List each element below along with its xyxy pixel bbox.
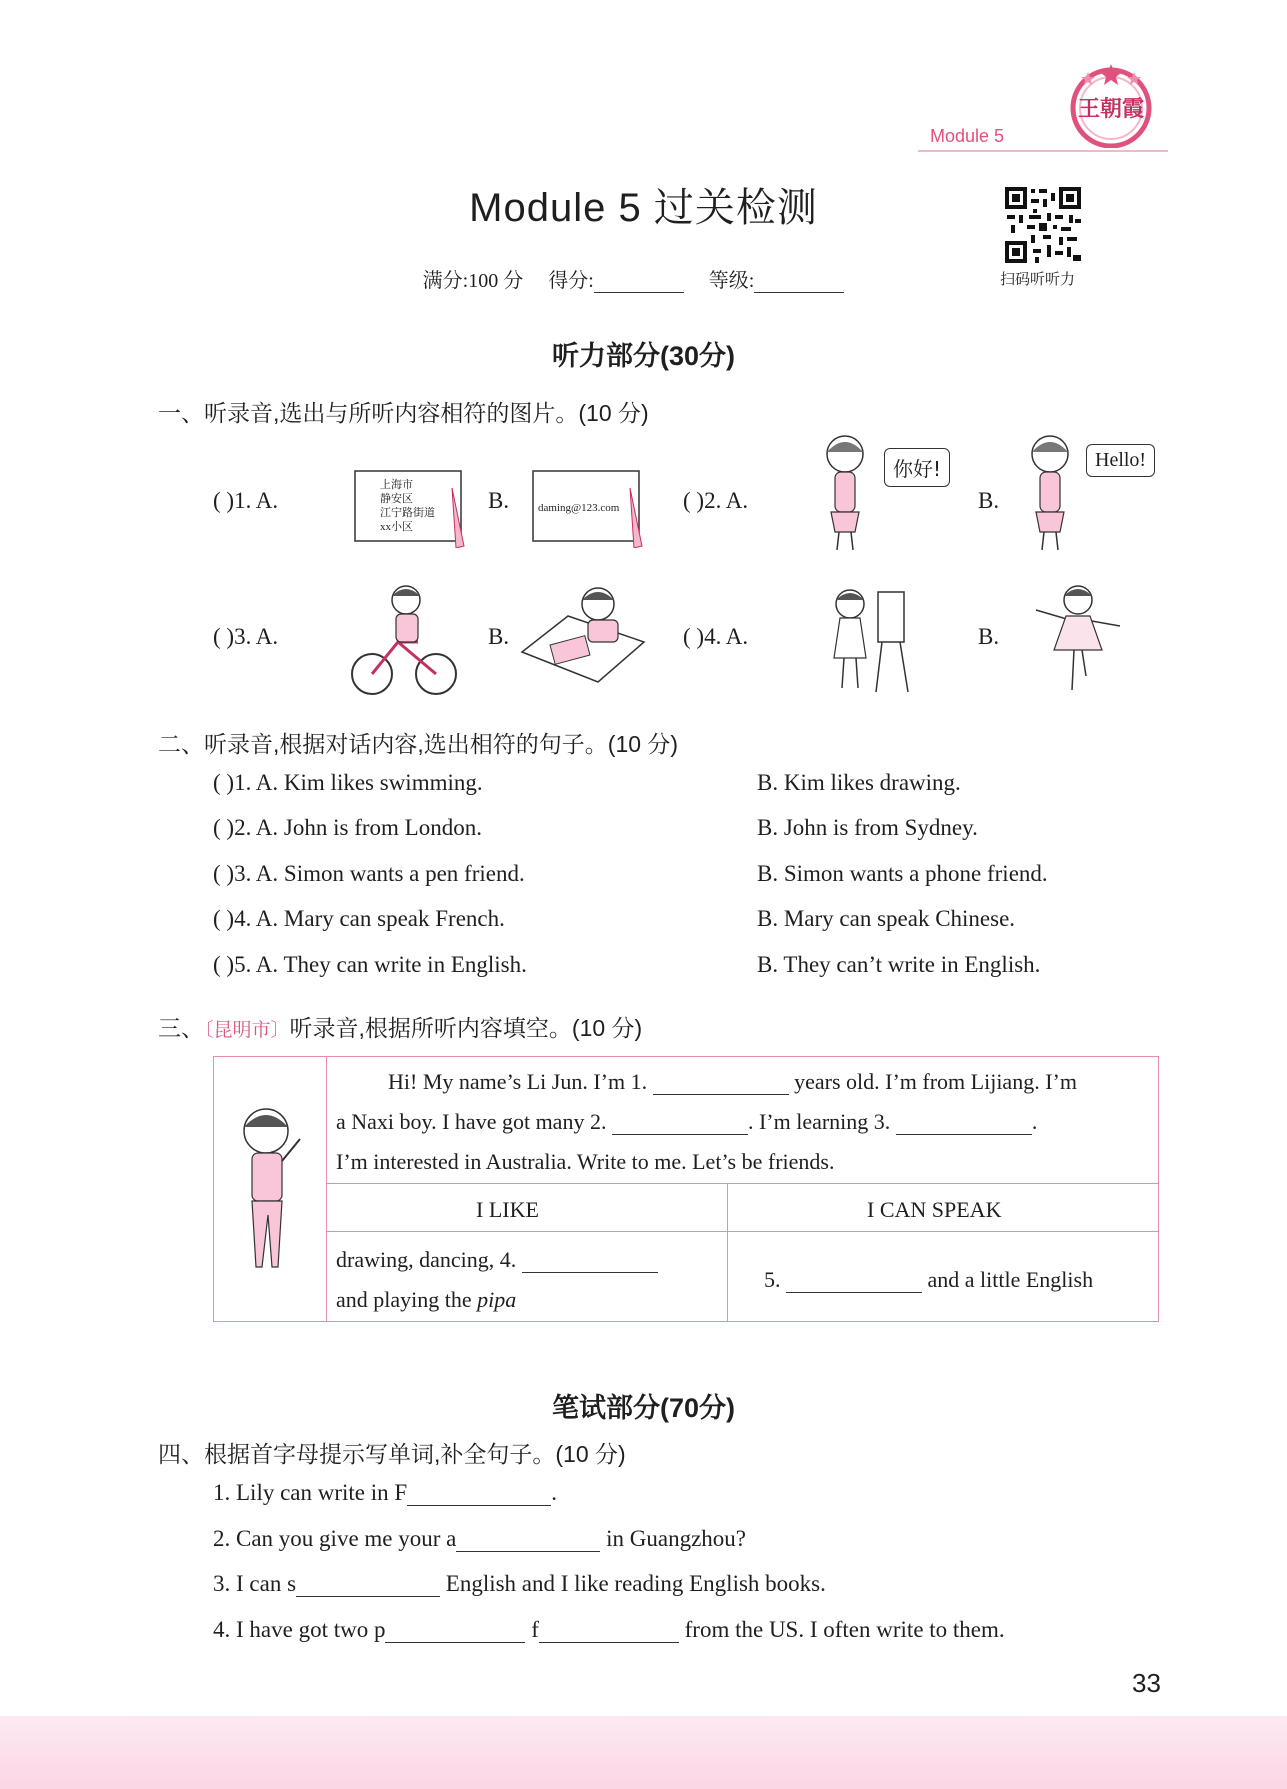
- s4-q2-blank[interactable]: [456, 1551, 600, 1552]
- column-header-like: I LIKE: [476, 1197, 539, 1222]
- boy-waving-image: [234, 1099, 310, 1279]
- s2-q5-option-a: ( )5. A. They can write in English.: [213, 952, 527, 977]
- boy-riding-bike-image: [348, 582, 460, 700]
- page-title: Module 5 过关检测: [469, 186, 818, 230]
- address-card-image: [352, 468, 470, 548]
- like-line-2: and playing the pipa: [336, 1287, 517, 1312]
- section-4-title: 四、根据首字母提示写单词,补全句子。(10 分): [158, 1441, 626, 1467]
- section-3-text: 听录音,根据所听内容填空。(10 分): [289, 1015, 643, 1041]
- section-3-prefix: 三、: [158, 1015, 204, 1041]
- s2-q1-option-a: ( )1. A. Kim likes swimming.: [213, 770, 483, 795]
- blank-4[interactable]: [522, 1272, 658, 1273]
- column-header-speak: I CAN SPEAK: [867, 1197, 1002, 1222]
- address-line: 江宁路街道: [380, 507, 435, 519]
- region-tag: 〔昆明市〕: [204, 1020, 290, 1041]
- score-line: [0, 264, 1287, 293]
- q4-option-b: B.: [978, 624, 1000, 649]
- section-2-title: 二、听录音,根据对话内容,选出相符的句子。(10 分): [158, 731, 679, 757]
- speech-bubble-nihao: 你好!: [884, 448, 950, 487]
- footer-band: [0, 1716, 1287, 1789]
- s2-q4-option-b: B. Mary can speak Chinese.: [757, 906, 1016, 931]
- s4-q4-blank-p[interactable]: [385, 1642, 525, 1643]
- q1-option-b: B.: [488, 488, 510, 513]
- s4-q3: 3. I can s English and I like reading English books.: [213, 1571, 826, 1596]
- section-3-title: [158, 1010, 642, 1043]
- blank-2[interactable]: [612, 1134, 748, 1135]
- page-number: 33: [1132, 1668, 1161, 1698]
- grade-label: 等级:: [708, 270, 755, 292]
- q1-label: ( )1. A.: [213, 488, 279, 513]
- boy-drawing-image: [518, 582, 648, 692]
- email-card-image: [530, 468, 648, 548]
- s4-q4-blank-f[interactable]: [539, 1642, 679, 1643]
- table-divider-vertical: [326, 1057, 327, 1321]
- q3-option-b: B.: [488, 624, 510, 649]
- q3-label: ( )3. A.: [213, 624, 279, 649]
- s4-q4: 4. I have got two p f from the US. I often write to them.: [213, 1617, 1005, 1642]
- qr-label: 扫码听听力: [1000, 271, 1076, 288]
- logo-text: 王朝霞: [1078, 96, 1145, 121]
- table-divider-horizontal: [326, 1231, 1158, 1232]
- s4-q2: 2. Can you give me your a in Guangzhou?: [213, 1526, 747, 1551]
- qr-code[interactable]: [1003, 185, 1083, 265]
- email-text: daming@123.com: [538, 502, 620, 514]
- q4-label: ( )4. A.: [683, 624, 749, 649]
- grade-blank[interactable]: [754, 292, 844, 293]
- s4-q1: 1. Lily can write in F .: [213, 1480, 557, 1505]
- listening-part-title: 听力部分(30分): [551, 341, 735, 371]
- s4-q1-blank[interactable]: [407, 1505, 551, 1506]
- table-divider-vertical: [727, 1183, 728, 1321]
- module-tag: Module 5: [930, 126, 1005, 146]
- s2-q2-option-b: B. John is from Sydney.: [757, 815, 978, 840]
- address-line: 上海市: [380, 479, 413, 491]
- full-score: 满分:100 分: [422, 270, 524, 292]
- s2-q3-option-a: ( )3. A. Simon wants a pen friend.: [213, 861, 525, 886]
- header-divider: [918, 150, 1168, 152]
- speak-line: 5. and a little English: [764, 1267, 1094, 1292]
- section-1-title: 一、听录音,选出与所听内容相符的图片。(10 分): [158, 400, 649, 426]
- passage-line-2: a Naxi boy. I have got many 2. . I’m learning 3. .: [336, 1109, 1038, 1134]
- q2-label: ( )2. A.: [683, 488, 749, 513]
- s2-q1-option-b: B. Kim likes drawing.: [757, 770, 961, 795]
- girl-painting-image: [820, 584, 916, 696]
- q2-option-b: B.: [978, 488, 1000, 513]
- address-line: 静安区: [380, 493, 413, 505]
- girl-image: [815, 432, 875, 556]
- passage-line-1: Hi! My name’s Li Jun. I’m 1. years old. I’m from Lijiang. I’m: [388, 1069, 1077, 1094]
- s2-q3-option-b: B. Simon wants a phone friend.: [757, 861, 1048, 886]
- writing-part-title: 笔试部分(70分): [551, 1393, 735, 1423]
- girl-dancing-image: [1030, 580, 1126, 696]
- table-divider-horizontal: [326, 1183, 1158, 1184]
- fill-in-table: [213, 1056, 1159, 1322]
- address-line: xx小区: [380, 521, 413, 533]
- s2-q4-option-a: ( )4. A. Mary can speak French.: [213, 906, 505, 931]
- girl-image: [1020, 432, 1080, 556]
- s2-q2-option-a: ( )2. A. John is from London.: [213, 815, 482, 840]
- blank-1[interactable]: [653, 1094, 789, 1095]
- blank-5[interactable]: [786, 1292, 922, 1293]
- passage-line-3: I’m interested in Australia. Write to me. Let’s be friends.: [336, 1149, 835, 1174]
- blank-3[interactable]: [896, 1134, 1032, 1135]
- s4-q3-blank[interactable]: [296, 1596, 440, 1597]
- speech-bubble-hello: Hello!: [1086, 444, 1155, 477]
- like-line-1: drawing, dancing, 4.: [336, 1247, 658, 1273]
- s2-q5-option-b: B. They can’t write in English.: [757, 952, 1041, 977]
- score-blank[interactable]: [594, 292, 684, 293]
- score-label: 得分:: [548, 270, 594, 292]
